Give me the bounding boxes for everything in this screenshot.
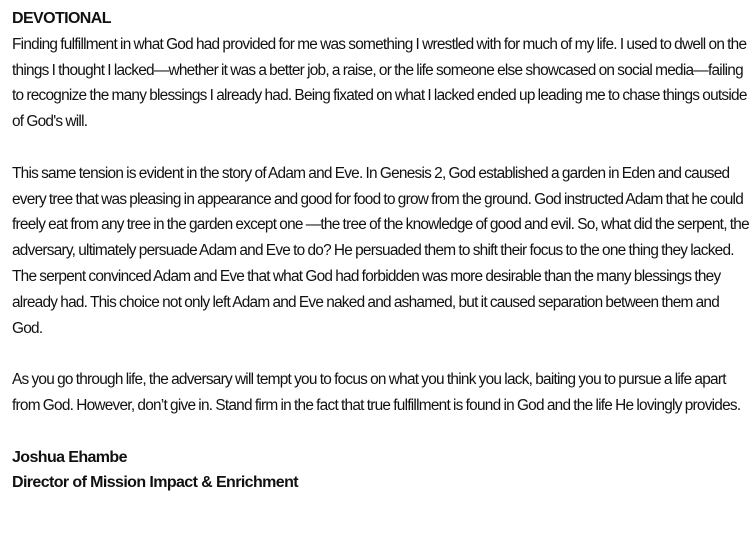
- devotional-paragraph-1: Finding fulfillment in what God had provided for me was something I wrestled with for much of my life. I used to dwell on the things I thought I lacked—whether it was a better job, a raise, or the life someone else showcased on social media—failing to recognize the many blessings I already had. Being fixated on what I lacked ended up leading me to chase things outside of God's will.: [12, 35, 747, 131]
- devotional-heading: DEVOTIONAL: [12, 10, 111, 27]
- devotional-document: [12, 6, 752, 496]
- author-name: Joshua Ehambe: [12, 448, 127, 466]
- devotional-paragraph-2: This same tension is evident in the story of Adam and Eve. In Genesis 2, God established a garden in Eden and caused every tree that was pleasing in appearance and good for food to grow from the ground. God instructed Adam that he could freely eat from any tree in the garden except one —the tree of the knowledge of good and evil. So, what did the serpent, the adversary, ultimately persuade Adam and Eve to do? He persuaded them to shift their focus to the one thing they lacked. The serpent convinced Adam and Eve that what God had forbidden was more desirable than the many blessings they already had. This choice not only left Adam and Eve naked and ashamed, but it caused separation between them and God.: [12, 164, 749, 337]
- signature-block: [12, 445, 752, 497]
- devotional-paragraph-3: As you go through life, the adversary will tempt you to focus on what you think you lack, baiting you to pursue a life apart from God. However, don’t give in. Stand firm in the fact that true fulfillment is found in God and the life He lovingly provides.: [12, 371, 741, 414]
- author-title: Director of Mission Impact & Enrichment: [12, 474, 298, 492]
